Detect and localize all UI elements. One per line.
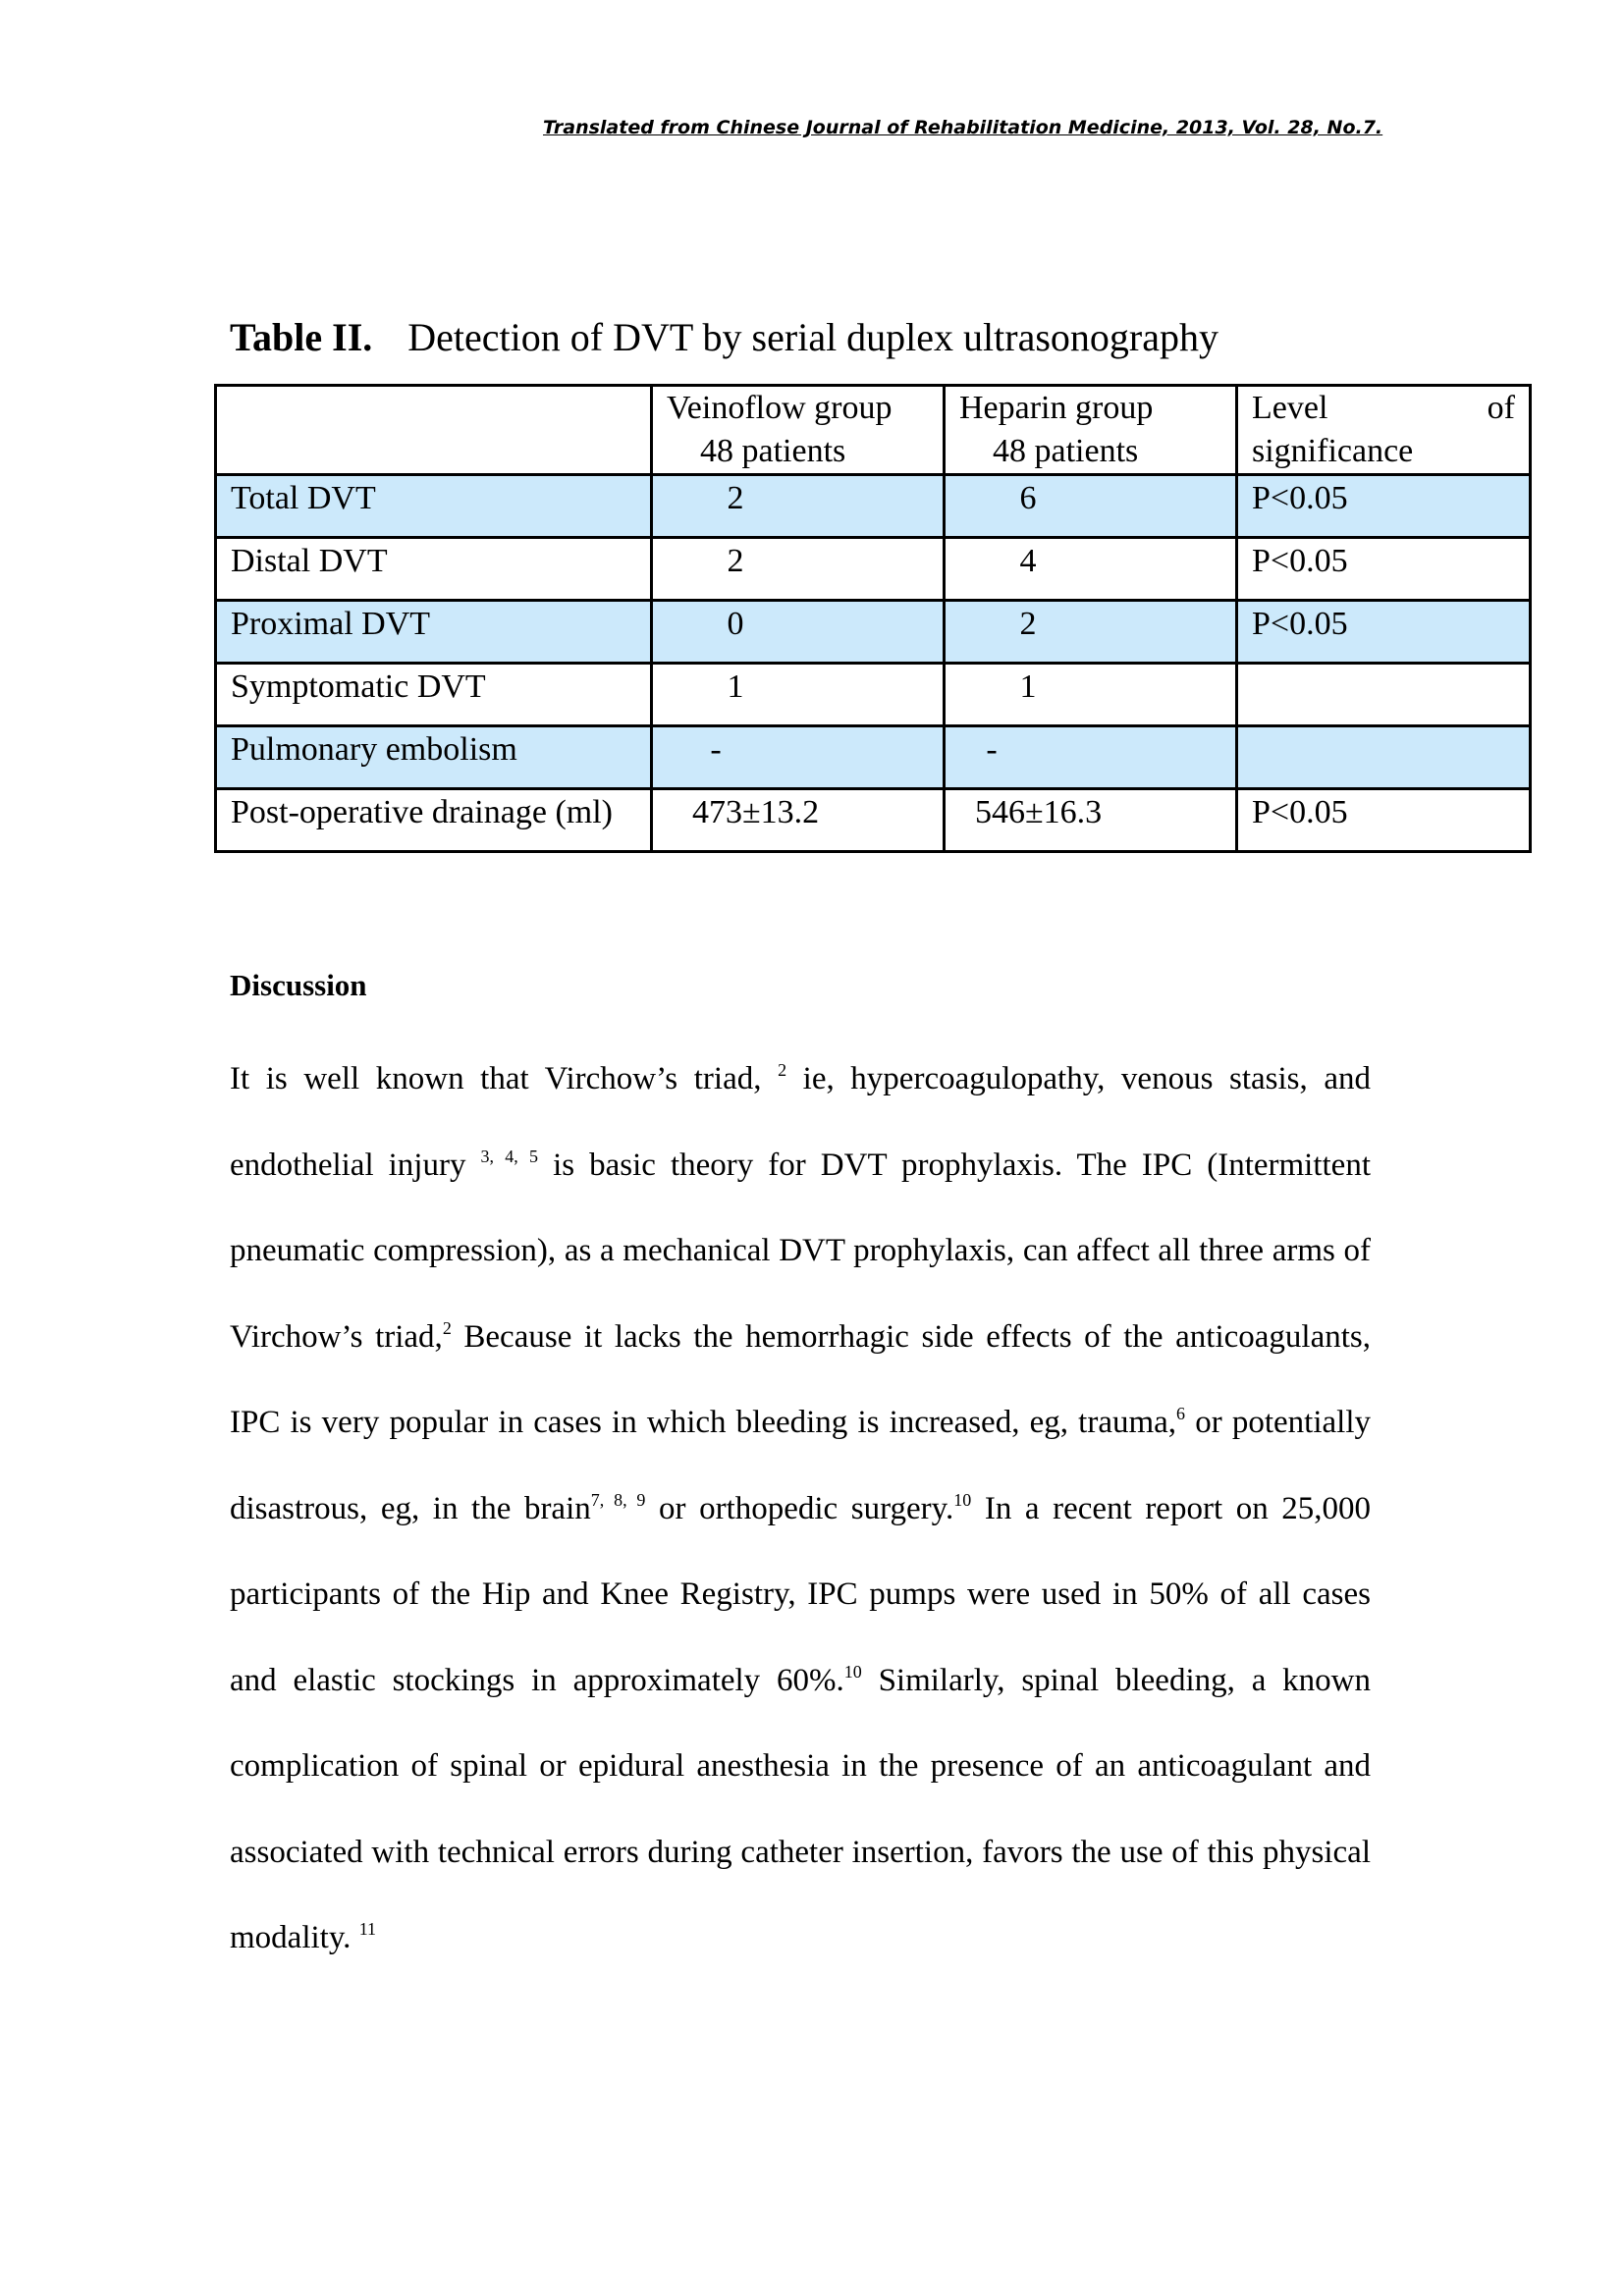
cell-veinoflow: 473±13.2 (652, 789, 945, 852)
table-row (216, 789, 1531, 852)
header-cell-empty (216, 386, 652, 475)
table-caption (230, 314, 1218, 360)
cell-heparin: - (945, 726, 1237, 789)
table-title: Detection of DVT by serial duplex ultrasonography (407, 315, 1218, 359)
table-row (216, 664, 1531, 726)
cell-significance (1237, 726, 1531, 789)
discussion-heading: Discussion (230, 968, 367, 1002)
cell-significance: P<0.05 (1237, 601, 1531, 664)
table-row (216, 601, 1531, 664)
cell-veinoflow: 2 (652, 538, 945, 601)
citation: 10 (953, 1489, 972, 1510)
cell-significance: P<0.05 (1237, 475, 1531, 538)
row-label: Proximal DVT (216, 601, 652, 664)
cell-significance: P<0.05 (1237, 789, 1531, 852)
discussion-body (230, 1037, 1371, 1982)
citation: 6 (1176, 1404, 1186, 1423)
cell-heparin: 546±16.3 (945, 789, 1237, 852)
table-label: Table II. (230, 315, 373, 359)
cell-heparin: 4 (945, 538, 1237, 601)
cell-veinoflow: 2 (652, 475, 945, 538)
cell-heparin: 2 (945, 601, 1237, 664)
citation: 10 (843, 1661, 862, 1682)
discussion-paragraph: It is well known that Virchow’s triad, $^2$ ie, hypercoagulopathy, venous stasis, and endothelial injury $^{3, 4, 5}$ is basic theory for DVT prophylaxis. The IPC (Intermittent pneumatic compression), as a mechanical DVT prophylaxis, can affect all three arms of Virchow’s triad,$^2$ Because it lacks the hemorrhagic side effects of the anticoagulants, IPC is very popular in cases in which bleeding is increased, eg, trauma,$^6$ or potentially disastrous, eg, in the brain$^{7, 8, 9}$ or orthopedic surgery.$^{10}$ In a recent report on 25,000 participants of the Hip and Knee Registry, IPC pumps were used in 50% of all cases and elastic stockings in approximately 60%.$^{10}$ Similarly, spinal bleeding, a known complication of spinal or epidural anesthesia in the presence of an anticoagulant and associated with technical errors during catheter insertion, favors the use of this physical modality. $^{11}$ (230, 1060, 1372, 1955)
citation: 7, 8, 9 (590, 1489, 646, 1510)
cell-veinoflow: - (652, 726, 945, 789)
running-header: Translated from Chinese Journal of Rehabilitation Medicine, 2013, Vol. 28, No.7. (543, 117, 1383, 138)
citation: 2 (778, 1060, 787, 1080)
header-cell-veinoflow: Veinoflow group 48 patients (652, 386, 945, 475)
dvt-detection-table (214, 384, 1532, 853)
citation: 3, 4, 5 (480, 1146, 539, 1166)
cell-veinoflow: 1 (652, 664, 945, 726)
cell-significance (1237, 664, 1531, 726)
row-label: Distal DVT (216, 538, 652, 601)
row-label: Pulmonary embolism (216, 726, 652, 789)
cell-veinoflow: 0 (652, 601, 945, 664)
table-row (216, 726, 1531, 789)
cell-heparin: 6 (945, 475, 1237, 538)
table-row (216, 475, 1531, 538)
row-label: Total DVT (216, 475, 652, 538)
header-cell-significance: Level of significance (1237, 386, 1531, 475)
row-label: Post-operative drainage (ml) (216, 789, 652, 852)
cell-significance: P<0.05 (1237, 538, 1531, 601)
table-row (216, 538, 1531, 601)
row-label: Symptomatic DVT (216, 664, 652, 726)
citation: 2 (442, 1317, 452, 1338)
cell-heparin: 1 (945, 664, 1237, 726)
citation: 11 (358, 1919, 377, 1939)
table-header-row (216, 386, 1531, 475)
header-cell-heparin: Heparin group 48 patients (945, 386, 1237, 475)
